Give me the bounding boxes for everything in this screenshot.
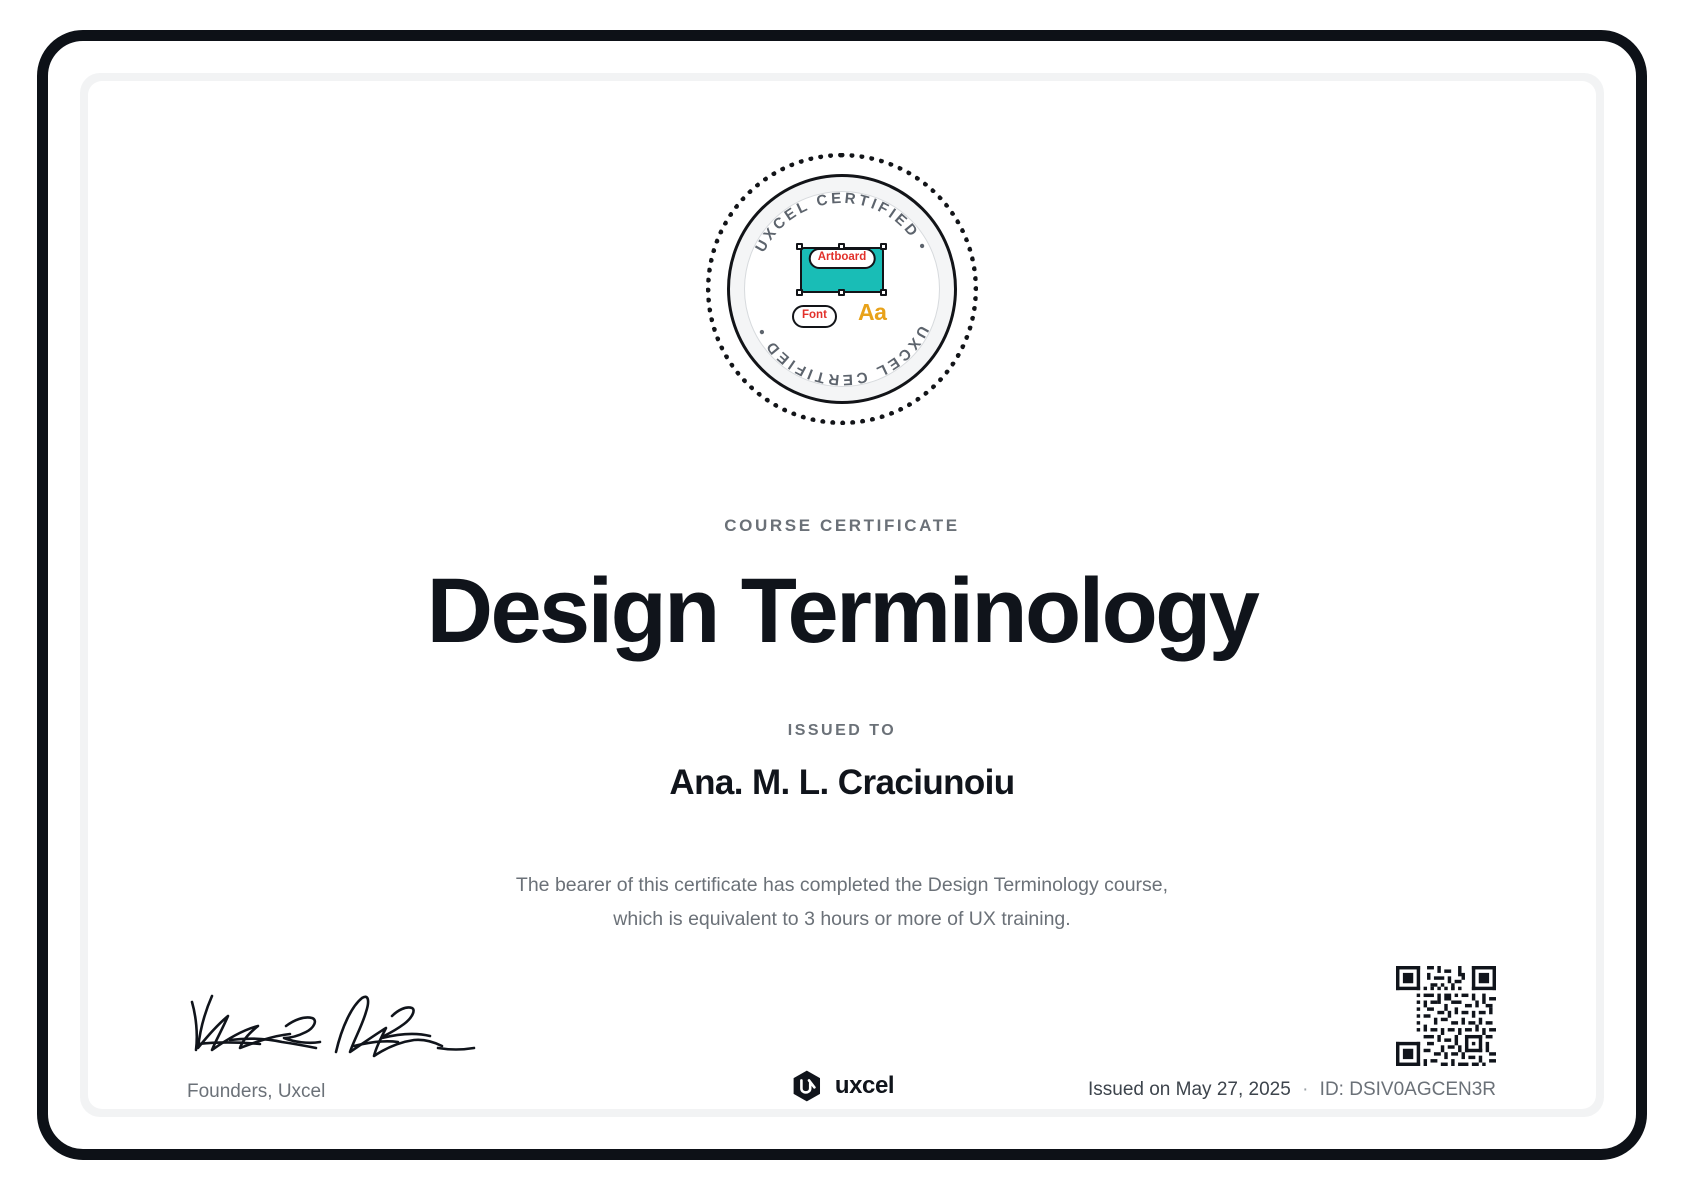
- artboard-glyph-icon: [786, 237, 898, 341]
- brand-name: uxcel: [834, 1072, 895, 1099]
- founders-signature: [186, 986, 506, 1072]
- certificate-plate: [80, 73, 1604, 1117]
- recipient-name: Ana. M. L. Craciunoiu: [669, 763, 1015, 802]
- handle-bottom-center: [838, 289, 845, 296]
- description-line-2: which is equivalent to 3 hours or more of UX training.: [613, 907, 1071, 930]
- certificate-card: [88, 81, 1596, 1109]
- issue-meta: [1088, 1079, 1496, 1101]
- founders-caption: Founders, Uxcel: [187, 1081, 326, 1102]
- qr-code[interactable]: [1396, 966, 1496, 1066]
- handle-top-right: [880, 243, 887, 250]
- certificate-kicker: COURSE CERTIFICATE: [724, 516, 960, 535]
- handle-bottom-left: [796, 289, 803, 296]
- page-title: Design Terminology: [426, 560, 1258, 662]
- issued-to-label: ISSUED TO: [787, 722, 897, 739]
- handle-top-center: [838, 243, 845, 250]
- seal-text-top: UXCEL CERTIFIED •: [752, 189, 932, 256]
- certificate-frame: [37, 30, 1647, 1160]
- artboard-label: Artboard: [809, 248, 876, 269]
- uxcel-seal: [706, 153, 978, 425]
- uxcel-logo-icon: [790, 1069, 824, 1103]
- certificate-id: ID: DSIV0AGCEN3R: [1319, 1079, 1496, 1100]
- description-line-1: The bearer of this certificate has completed the Design Terminology course,: [515, 874, 1169, 896]
- seal-text-bottom: UXCEL CERTIFIED •: [752, 322, 932, 389]
- font-label: Font: [792, 305, 837, 328]
- meta-separator: ·: [1302, 1079, 1309, 1100]
- handle-top-left: [796, 243, 803, 250]
- certificate-description: [392, 869, 1292, 936]
- type-sample-label: Aa: [858, 299, 887, 325]
- issued-on-text: Issued on May 27, 2025: [1087, 1079, 1291, 1100]
- uxcel-brand: [790, 1069, 894, 1103]
- handle-bottom-right: [880, 289, 887, 296]
